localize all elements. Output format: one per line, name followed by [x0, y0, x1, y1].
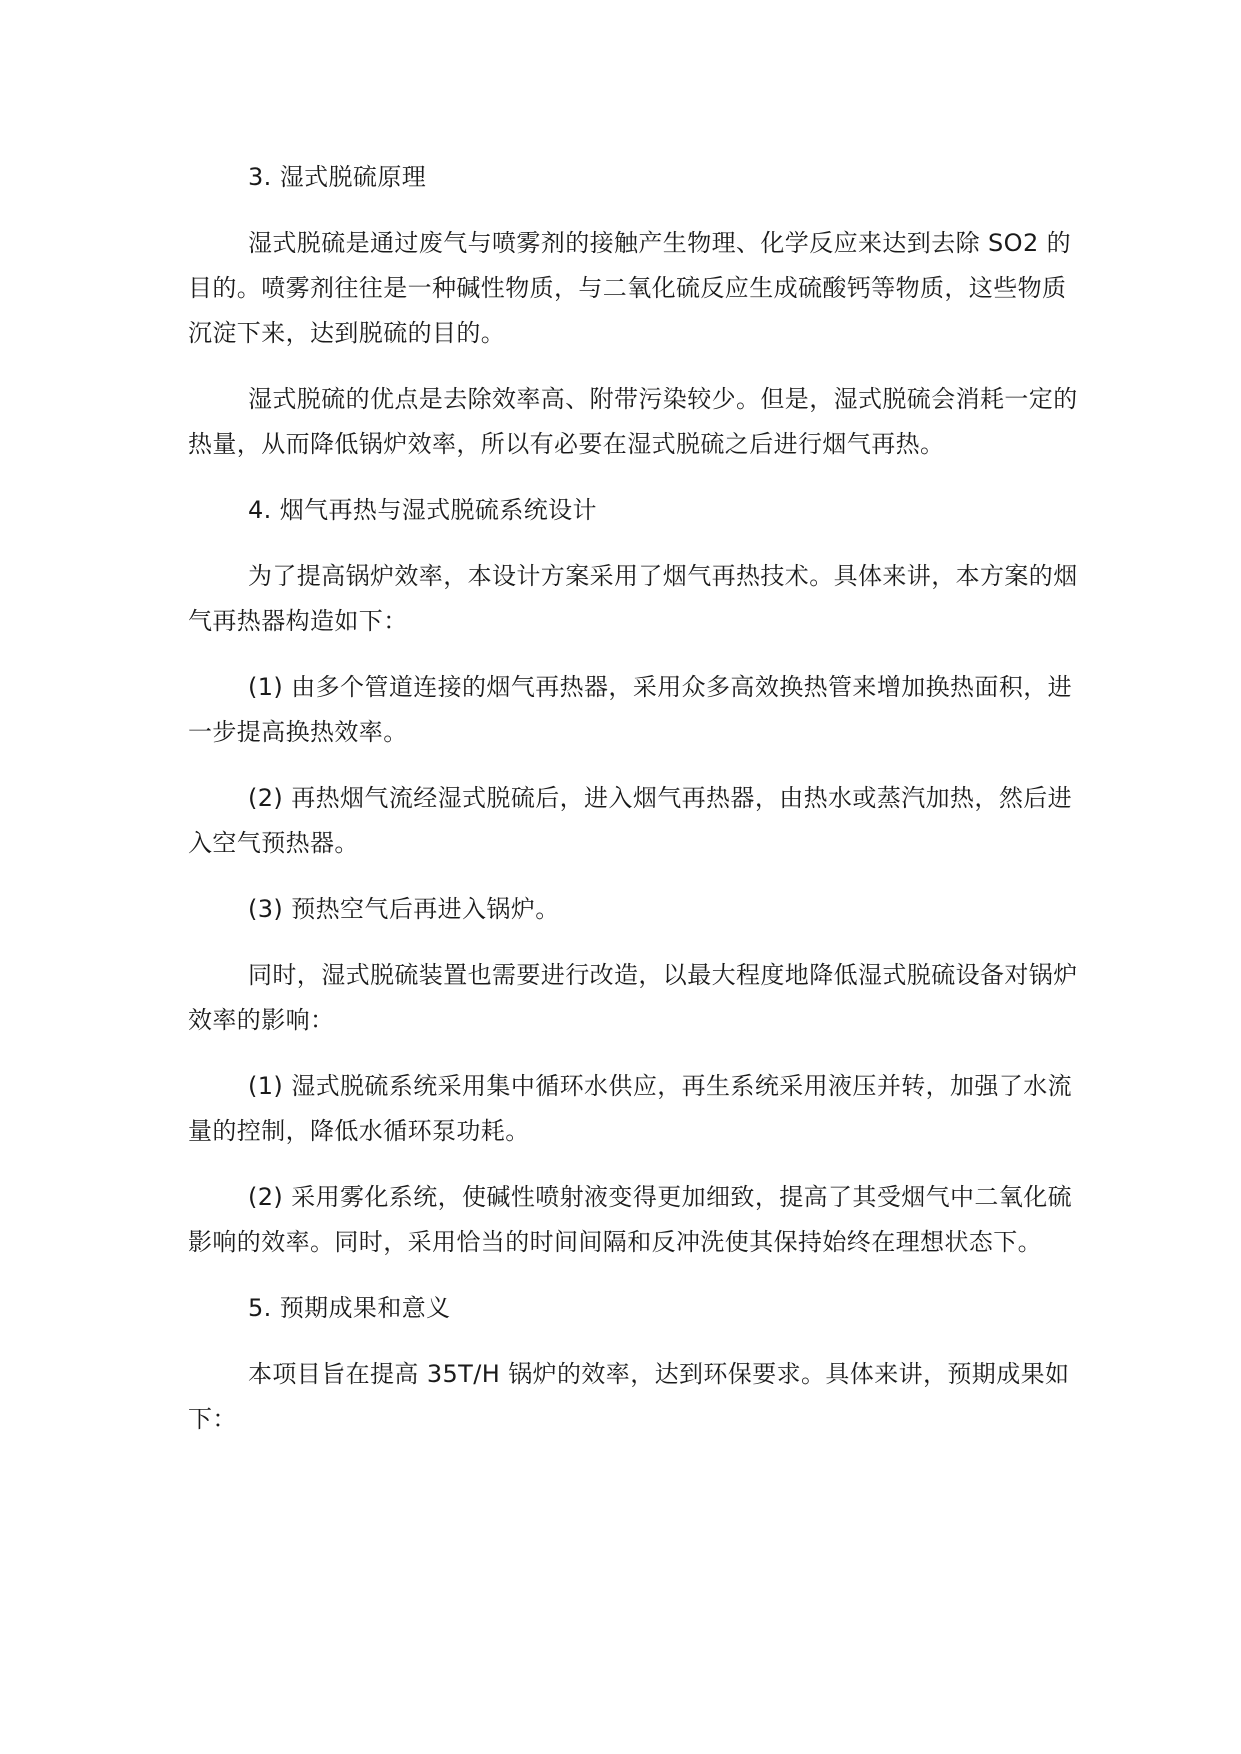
section-heading-5: 5. 预期成果和意义: [248, 1294, 451, 1322]
section-heading-3: 3. 湿式脱硫原理: [248, 163, 427, 191]
paragraph-principle: 湿式脱硫是通过废气与喷雾剂的接触产生物理、化学反应来达到去除 SO2 的目的。喷雾剂往往是一种碱性物质，与二氧化硫反应生成硫酸钙等物质，这些物质沉淀下来，达到脱硫的目的。: [188, 229, 1072, 347]
paragraph-reheat-intro: 为了提高锅炉效率，本设计方案采用了烟气再热技术。具体来讲，本方案的烟气再热器构造如下：: [188, 562, 1078, 635]
list-item-retrofit-1: (1) 湿式脱硫系统采用集中循环水供应，再生系统采用液压并转，加强了水流量的控制，降低水循环泵功耗。: [188, 1072, 1073, 1145]
paragraph-advantages: 湿式脱硫的优点是去除效率高、附带污染较少。但是，湿式脱硫会消耗一定的热量，从而降低锅炉效率，所以有必要在湿式脱硫之后进行烟气再热。: [188, 385, 1078, 458]
paragraph-retrofit-intro: 同时，湿式脱硫装置也需要进行改造，以最大程度地降低湿式脱硫设备对锅炉效率的影响：: [188, 961, 1078, 1034]
list-item-reheat-2: (2) 再热烟气流经湿式脱硫后，进入烟气再热器，由热水或蒸汽加热，然后进入空气预热器。: [188, 784, 1073, 857]
list-item-reheat-3: (3) 预热空气后再进入锅炉。: [248, 895, 560, 923]
list-item-retrofit-2: (2) 采用雾化系统，使碱性喷射液变得更加细致，提高了其受烟气中二氧化硫影响的效率。同时，采用恰当的时间间隔和反冲洗使其保持始终在理想状态下。: [188, 1183, 1073, 1256]
section-heading-4: 4. 烟气再热与湿式脱硫系统设计: [248, 496, 597, 524]
list-item-reheat-1: (1) 由多个管道连接的烟气再热器，采用众多高效换热管来增加换热面积，进一步提高换热效率。: [188, 673, 1073, 746]
paragraph-expected-results: 本项目旨在提高 35T/H 锅炉的效率，达到环保要求。具体来讲，预期成果如下：: [188, 1360, 1070, 1433]
document-body: [188, 155, 1088, 1463]
